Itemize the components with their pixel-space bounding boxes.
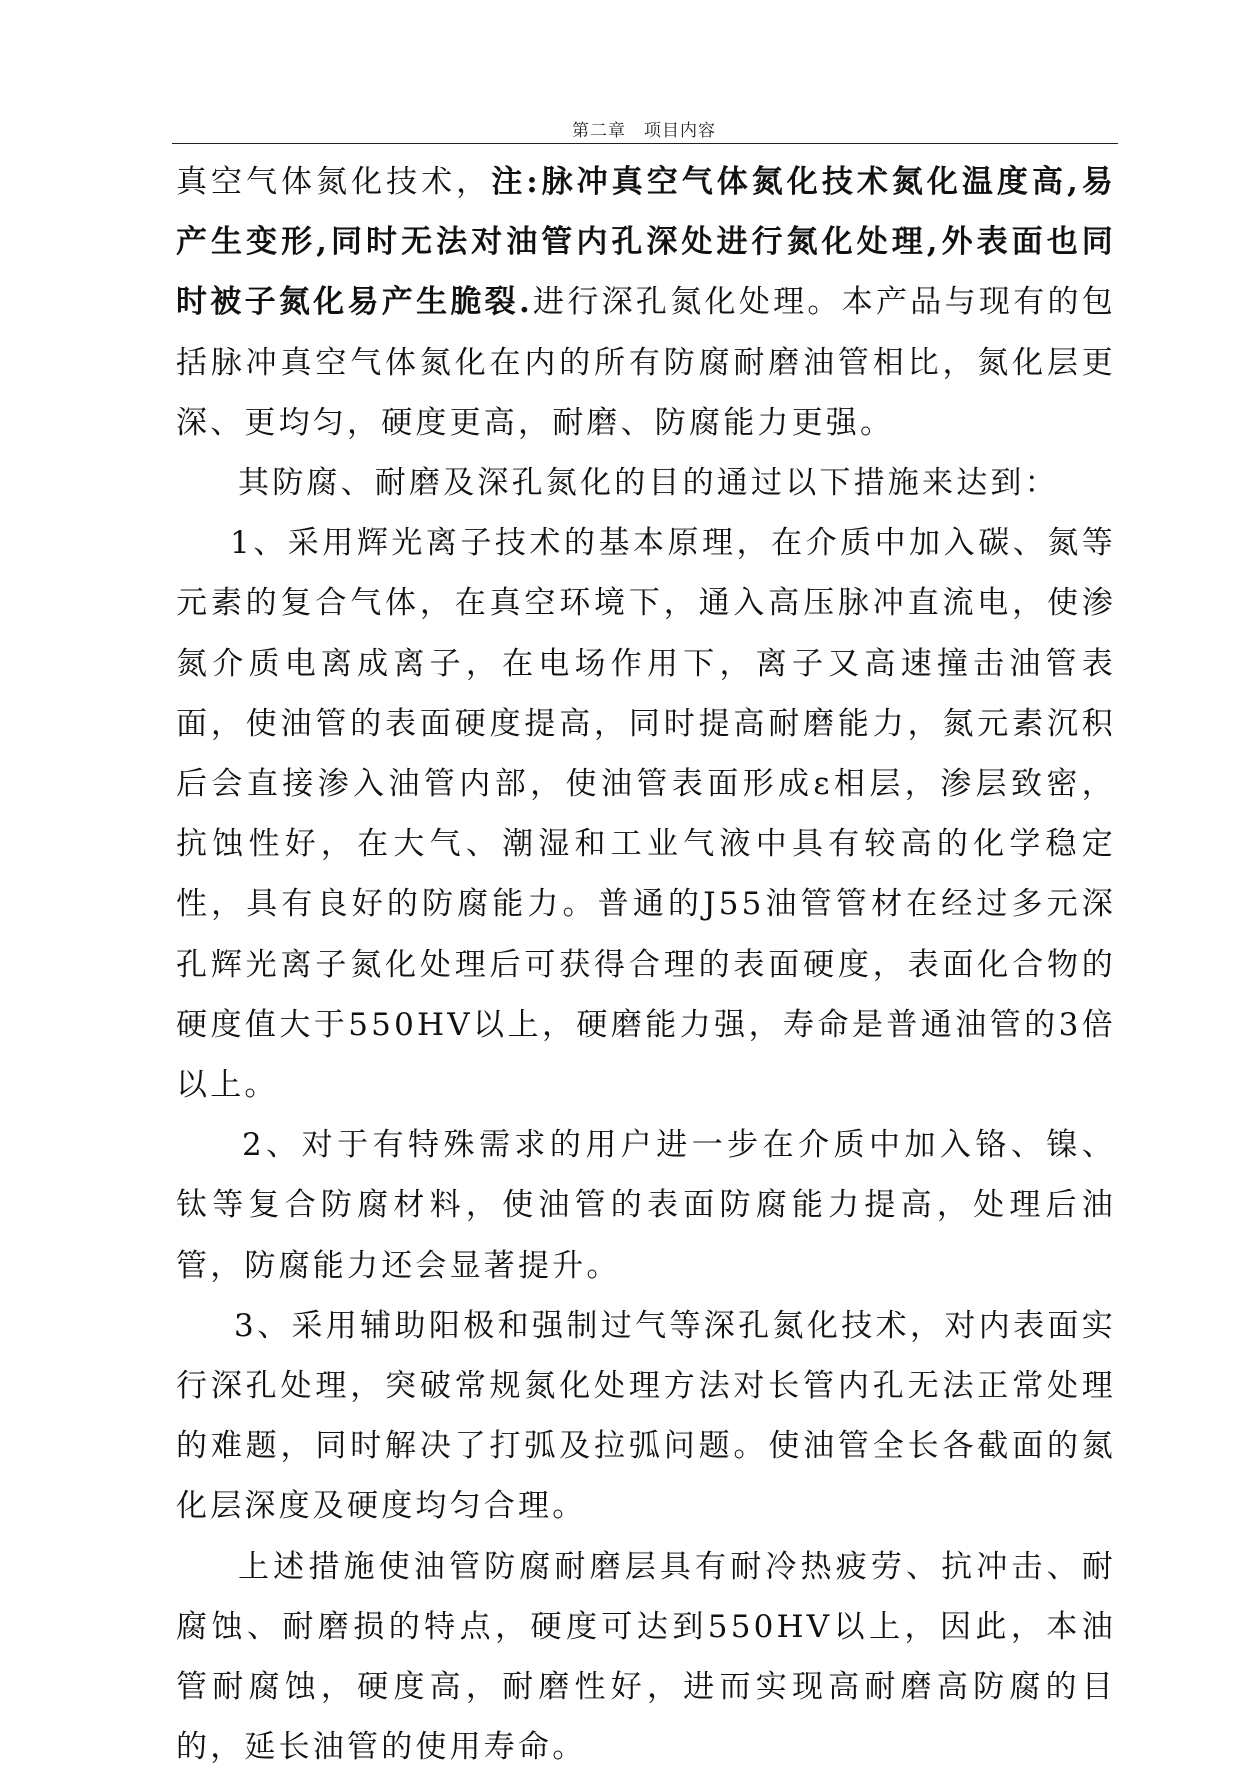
header-divider — [172, 143, 1118, 144]
paragraph-measure-2: 2、对于有特殊需求的用户进一步在介质中加入铬、镍、钛等复合防腐材料，使油管的表面防腐能力提高，处理后油管，防腐能力还会显著提升。 — [176, 1127, 1116, 1284]
paragraph-conclusion: 上述措施使油管防腐耐磨层具有耐冷热疲劳、抗冲击、耐腐蚀、耐磨损的特点，硬度可达到550HV以上，因此，本油管耐腐蚀，硬度高，耐磨性好，进而实现高耐磨高防腐的目的，延长油管的使用寿命。 — [176, 1548, 1116, 1766]
paragraph-measures-intro: 其防腐、耐磨及深孔氮化的目的通过以下措施来达到： — [238, 465, 1059, 502]
paragraph-intro-end: 进行深孔氮化处理。本产品与现有的包括脉冲真空气体氮化在内的所有防腐耐磨油管相比，氮化层更深、更均匀，硬度更高，耐磨、防腐能力更强。 — [176, 284, 1116, 441]
paragraph-intro-start: 真空气体氮化技术， — [176, 164, 492, 200]
body-text — [176, 152, 1116, 1777]
paragraph-measure-3: 3、采用辅助阳极和强制过气等深孔氮化技术，对内表面实行深孔处理，突破常规氮化处理方法对长管内孔无法正常处理的难题，同时解决了打弧及拉弧问题。使油管全长各截面的氮化层深度及硬度均匀合理。 — [176, 1307, 1116, 1525]
running-header: 第二章 项目内容 — [572, 121, 716, 141]
paragraph-intro — [176, 152, 1116, 453]
paragraph-measure-1: 1、采用辉光离子技术的基本原理，在介质中加入碳、氮等元素的复合气体，在真空环境下，通入高压脉冲直流电，使渗氮介质电离成离子，在电场作用下，离子又高速撞击油管表面，使油管的表面硬度提高，同时提高耐磨能力，氮元素沉积后会直接渗入油管内部，使油管表面形成ε相层，渗层致密，抗蚀性好，在大气、潮湿和工业气液中具有较高的化学稳定性，具有良好的防腐能力。普通的J55油管管材在经过多元深孔辉光离子氮化处理后可获得合理的表面硬度，表面化合物的硬度值大于550HV以上，硬磨能力强，寿命是普通油管的3倍以上。 — [176, 525, 1116, 1104]
bold-note: 注:脉冲真空气体氮化技术氮化温度高,易产生变形,同时无法对油管内孔深处进行氮化处理,外表面也同时被子氮化易产生脆裂. — [176, 164, 1116, 321]
